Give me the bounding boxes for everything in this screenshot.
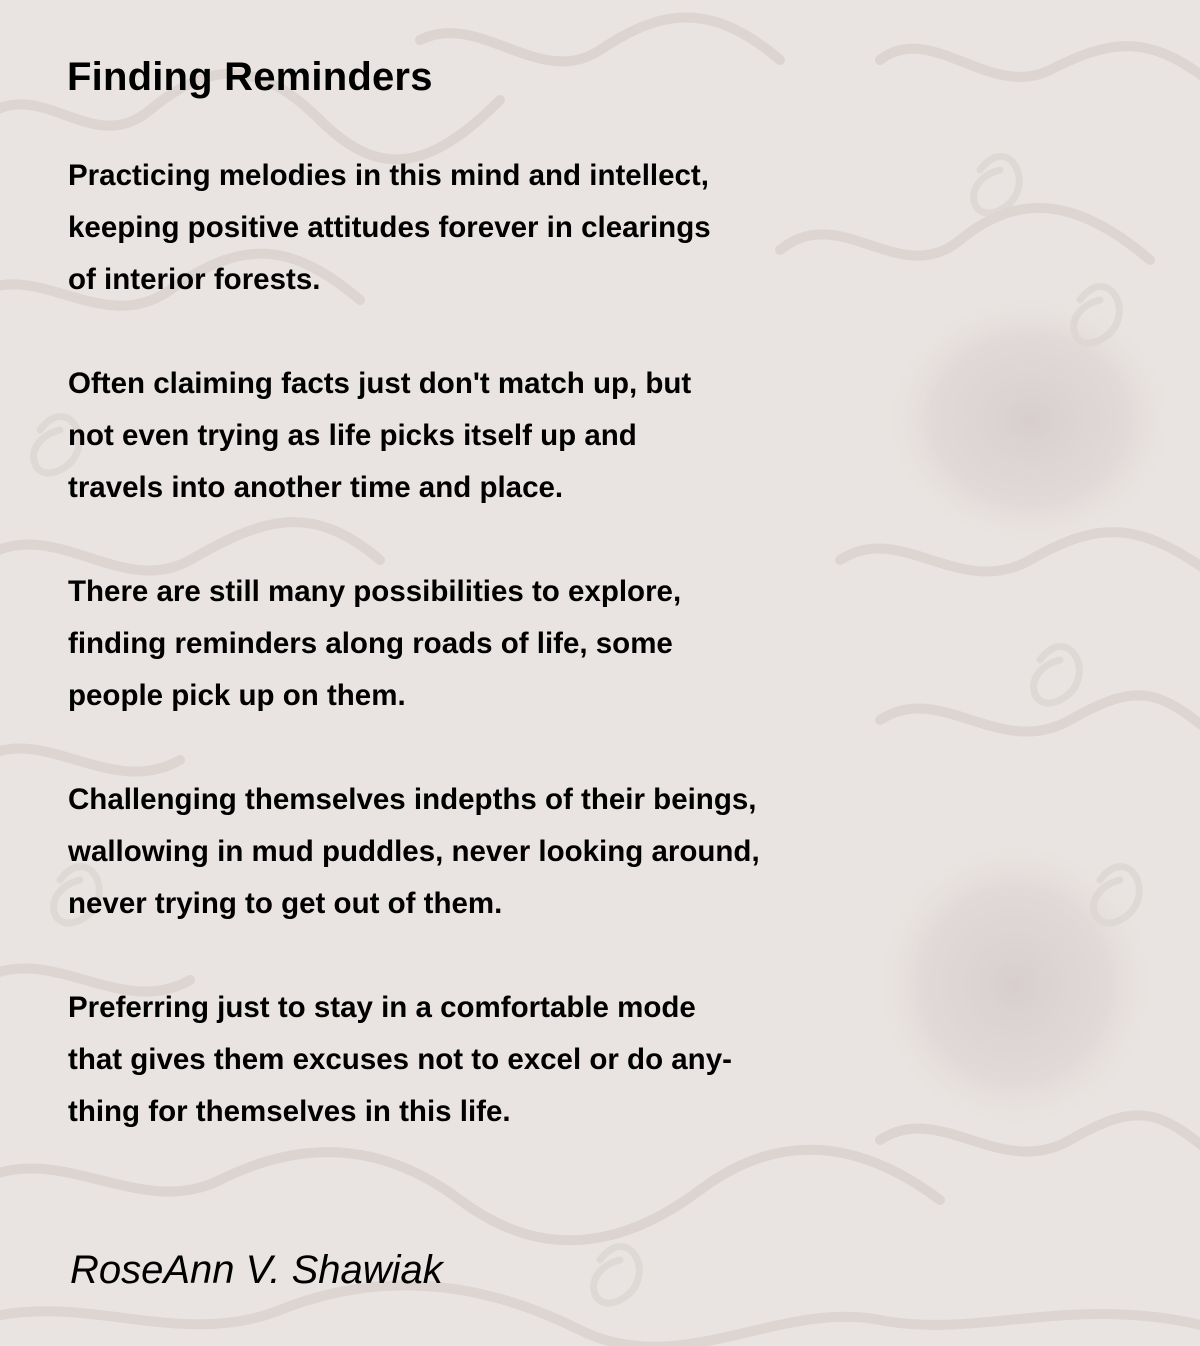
poem-line: not even trying as life picks itself up and (68, 419, 637, 452)
poem-author: RoseAnn V. Shawiak (70, 1248, 443, 1292)
stanza-5 (68, 982, 888, 1138)
poem-line: that gives them excuses not to excel or do any- (68, 1043, 732, 1076)
poem-title: Finding Reminders (67, 55, 433, 99)
poem-line: Often claiming facts just don't match up, but (68, 367, 692, 400)
poem-line: Challenging themselves indepths of their beings, (68, 783, 757, 816)
stanza-4 (68, 774, 888, 930)
poem-body (68, 150, 888, 1190)
poem-line: Preferring just to stay in a comfortable mode (68, 991, 696, 1024)
stanza-3 (68, 566, 888, 722)
poem-line: never trying to get out of them. (68, 887, 503, 920)
poem-line: keeping positive attitudes forever in clearings (68, 211, 711, 244)
poem-line: Practicing melodies in this mind and intellect, (68, 159, 709, 192)
poem-line: of interior forests. (68, 263, 321, 296)
poem-line: finding reminders along roads of life, some (68, 627, 673, 660)
poem-line: wallowing in mud puddles, never looking around, (68, 835, 760, 868)
poem-line: people pick up on them. (68, 679, 406, 712)
poem-line: There are still many possibilities to explore, (68, 575, 682, 608)
stanza-1 (68, 150, 888, 306)
stanza-2 (68, 358, 888, 514)
poem-line: thing for themselves in this life. (68, 1095, 511, 1128)
poem-line: travels into another time and place. (68, 471, 564, 504)
